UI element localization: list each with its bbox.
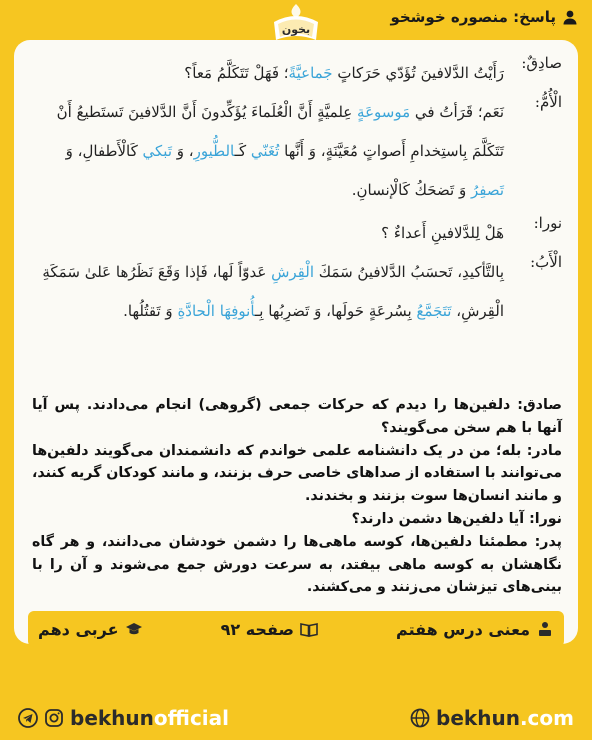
speech-fragment: وَ تَقتُلُها. bbox=[123, 302, 178, 320]
footer bbox=[0, 696, 592, 740]
speech-fragment: هَلْ لِلدَّلافينِ أَعداءٌ ؟ bbox=[381, 224, 504, 242]
speech-fragment: بِسُرعَةٍ حَولَها، وَ تَضرِبُها بِـ bbox=[254, 302, 417, 320]
instagram-icon[interactable] bbox=[44, 708, 64, 728]
highlighted-word: تَبكي bbox=[142, 142, 173, 160]
dialogue-row-sadeq bbox=[30, 54, 562, 93]
answer-by bbox=[390, 8, 578, 26]
social-handle-text: bekhunofficial bbox=[70, 706, 230, 730]
website-text: bekhun.com bbox=[436, 706, 574, 730]
telegram-icon[interactable] bbox=[18, 708, 38, 728]
highlighted-word: الطُّيورِ bbox=[193, 142, 235, 160]
speech-fragment: عَدوّاً لَها، فَإذا وَقَعَ نَظَرُها عَلىٰ سَمَكَةِ الْقِرشِ، bbox=[42, 263, 504, 320]
speech-text bbox=[30, 54, 504, 93]
speech-fragment: كَـ bbox=[234, 142, 251, 160]
svg-text:بخون: بخون bbox=[281, 23, 311, 36]
dialogue-row-father bbox=[30, 253, 562, 331]
speech-fragment: نَعَم؛ قَرَأتُ في bbox=[410, 103, 504, 121]
highlighted-word: تُغَنّي bbox=[250, 142, 280, 160]
speaker-label: الْأُمُّ: bbox=[534, 93, 562, 111]
highlighted-word: تَتَجَمَّعُ bbox=[416, 302, 452, 320]
highlighted-word: الْقِرشِ bbox=[271, 263, 314, 281]
highlighted-word: أُنوفِهَا bbox=[219, 302, 255, 320]
arabic-dialogue bbox=[30, 54, 562, 335]
speech-text bbox=[30, 214, 504, 253]
course-name: عربی دهم bbox=[38, 620, 143, 639]
highlighted-word: مَوسوعَةٍ bbox=[357, 103, 411, 121]
user-icon bbox=[562, 9, 578, 25]
top-bar bbox=[0, 0, 592, 36]
reader-icon bbox=[536, 620, 554, 638]
globe-icon bbox=[410, 708, 430, 728]
graduation-cap-icon bbox=[125, 620, 143, 638]
content-card bbox=[14, 40, 578, 644]
highlighted-word: جَماعيَّةً bbox=[288, 64, 333, 82]
dialogue-row-noura bbox=[30, 214, 562, 253]
speech-fragment: بِالتَّأكيدِ، تَحسَبُ الدَّلافينُ سَمَكَ bbox=[314, 263, 504, 281]
translation-sadeq: صادق: دلفین‌ها را دیدم که حرکات جمعی (گروهی) انجام می‌دادند. پس آیا آنها با هم سخن می‌گویند؟ bbox=[32, 397, 562, 436]
speech-text bbox=[30, 253, 504, 331]
speech-fragment: وَ تَضحَكُ كَالْإنسانِ. bbox=[351, 181, 471, 199]
website-link[interactable] bbox=[410, 706, 574, 730]
lesson-title: معنی درس هفتم bbox=[396, 620, 554, 639]
answer-by-text: پاسخ: منصوره خوشخو bbox=[390, 8, 556, 26]
speech-text bbox=[30, 93, 504, 210]
social-handle[interactable] bbox=[18, 706, 229, 730]
speech-fragment: رَأَيْتُ الدَّلافينَ تُؤَدّي حَرَكاتٍ bbox=[332, 64, 504, 82]
speech-fragment: ؛ فَهَلْ تَتَكَلَّمُ مَعاً؟ bbox=[184, 64, 289, 82]
persian-translation bbox=[32, 394, 562, 599]
translation-father: پدر: مطمئنا دلفین‌ها، کوسه ماهی‌ها را دشمن خودشان می‌دانند، و هر گاه نگاهشان به کوسه ماهی بیفتد، به سرعت دورش جمع می‌شوند و آن را با بینی‌های تیزشان می‌زنند و می‌کشند. bbox=[32, 533, 562, 596]
highlighted-word: الْحادَّةِ bbox=[177, 302, 215, 320]
translation-mother: مادر: بله؛ من در یک دانشنامه علمی خواندم که دانشمندان می‌گویند دلفین‌ها می‌توانند با استفاده از صداهای خاصی حرف بزنند، و مانند کودکان گریه کنند، و مانند انسان‌ها سوت بزنند و بخندند. bbox=[31, 442, 562, 505]
speech-fragment: كَالْأَطفالِ، وَ bbox=[65, 142, 143, 160]
speech-fragment: عِلميَّةٍ أَنَّ الْعُلَماءَ يُؤَكِّدونَ أَنَّ الدَّلافينَ تَستَطيعُ أَنْ تَتَكَلَّمَ بِاستِخدامِ أَصواتٍ مُعَيَّنَةٍ، وَ أَنَّها bbox=[56, 103, 504, 160]
speaker-label: نورا: bbox=[533, 214, 562, 232]
speaker-label: صادِقٌ: bbox=[521, 54, 562, 72]
highlighted-word: تَصفِرُ bbox=[470, 181, 504, 199]
speech-fragment: ، وَ bbox=[172, 142, 194, 160]
speaker-label: الْأَبُ: bbox=[530, 253, 562, 271]
book-icon bbox=[300, 620, 318, 638]
translation-noura: نورا: آیا دلفین‌ها دشمن دارند؟ bbox=[351, 510, 562, 527]
dialogue-row-mother bbox=[30, 93, 562, 210]
lesson-info-bar bbox=[28, 611, 564, 647]
page-number: صفحه ۹۲ bbox=[221, 620, 318, 639]
